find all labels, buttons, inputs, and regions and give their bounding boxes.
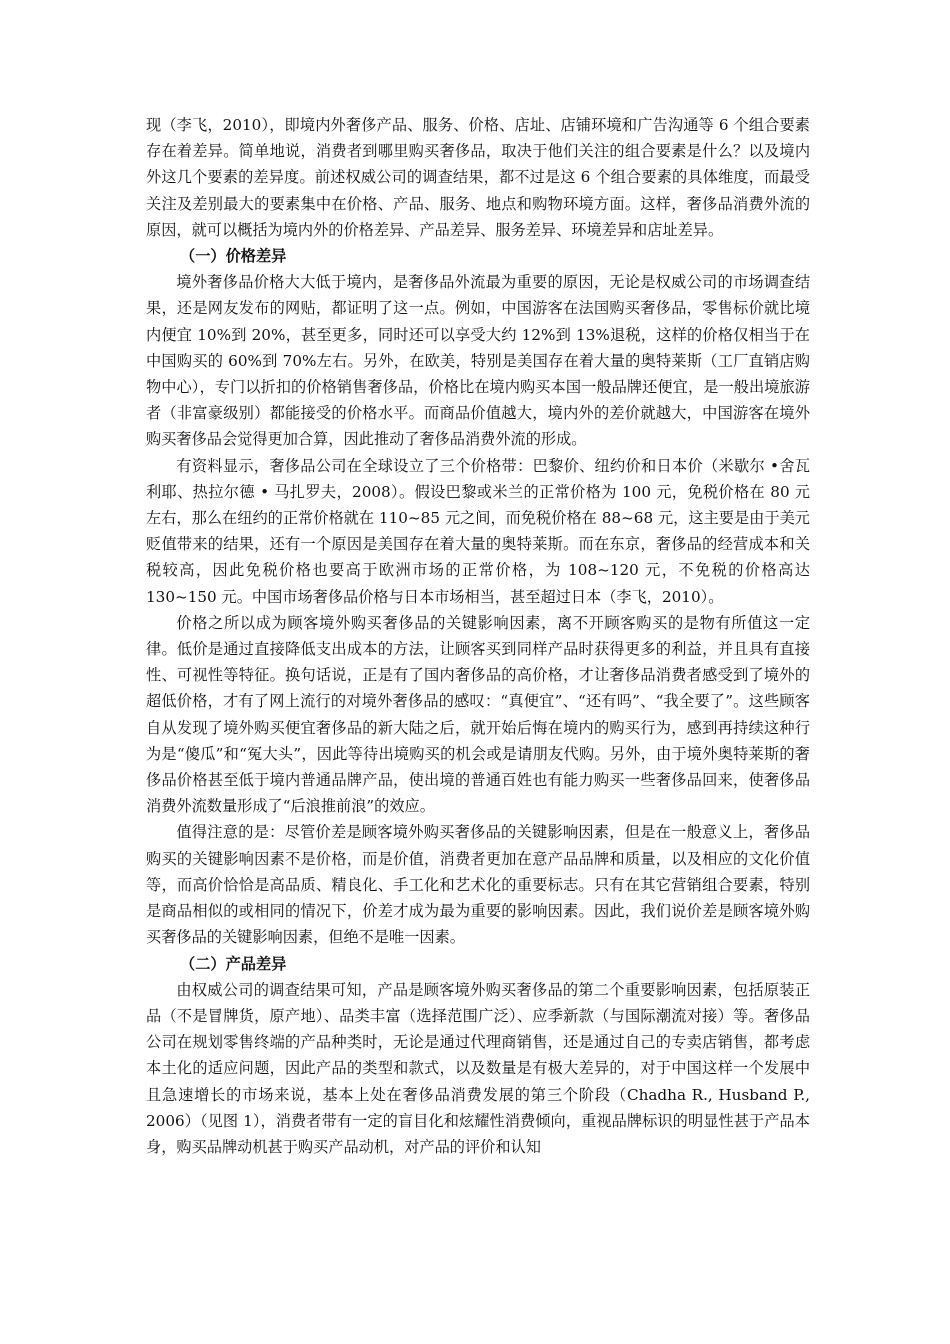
body-paragraph: 有资料显示，奢侈品公司在全球设立了三个价格带：巴黎价、纽约价和日本价（米歇尔 •舍瓦利耶、热拉尔德 • 马扎罗夫，2008）。假设巴黎或米兰的正常价格为 100 元，免税价格在 80 元左右，那么在纽约的正常价格就在 110~85 元之间，而免税价格在 88~68 元，这主要是由于美元贬值带来的结果，还有一个原因是美国存在着大量的奥特莱斯。而在东京，奢侈品的经营成本和关税较高，因此免税价格也要高于欧洲市场的正常价格，为 108~120 元，不免税的价格高达 130~150 元。中国市场奢侈品价格与日本市场相当，甚至超过日本（李飞，2010）。 [146,456,810,606]
section-heading-price: （一）价格差异 [180,247,287,266]
body-paragraph: 由权威公司的调查结果可知，产品是顾客境外购买奢侈品的第二个重要影响因素，包括原装正品（不是冒牌货，原产地）、品类丰富（选择范围广泛）、应季新款（与国际潮流对接）等。奢侈品公司在规划零售终端的产品种类时，无论是通过代理商销售，还是通过自己的专卖店销售，都考虑本土化的适应问题，因此产品的类型和款式，以及数量是有极大差异的，对于中国这样一个发展中且急速增长的市场来说，基本上处在奢侈品消费发展的第三个阶段（Chadha R., Husband P., 2006）（见图 1），消费者带有一定的盲目化和炫耀性消费倾向，重视品牌标识的明显性甚于产品本身，购买品牌动机甚于购买产品动机，对产品的评价和认知 [146,980,810,1156]
document-body [146,112,810,1160]
body-paragraph: 境外奢侈品价格大大低于境内，是奢侈品外流最为重要的原因，无论是权威公司的市场调查结果，还是网友发布的网贴，都证明了这一点。例如，中国游客在法国购买奢侈品，零售标价就比境内便宜 10%到 20%，甚至更多，同时还可以享受大约 12%到 13%退税，这样的价格仅相当于在中国购买的 60%到 70%左右。另外，在欧美，特别是美国存在着大量的奥特莱斯（工厂直销店购物中心），专门以折扣的价格销售奢侈品，价格比在境内购买本国一般品牌还便宜，是一般出境旅游者（非富豪级别）都能接受的价格水平。而商品价值越大，境内外的差价就越大，中国游客在境外购买奢侈品会觉得更加合算，因此推动了奢侈品消费外流的形成。 [146,273,810,449]
body-paragraph: 价格之所以成为顾客境外购买奢侈品的关键影响因素，离不开顾客购买的是物有所值这一定律。低价是通过直接降低支出成本的方法，让顾客买到同样产品时获得更多的利益，并且具有直接性、可视性等特征。换句话说，正是有了国内奢侈品的高价格，才让奢侈品消费者感受到了境外的超低价格，才有了网上流行的对境外奢侈品的感叹：“真便宜”、“还有吗”、“我全要了”。这些顾客自从发现了境外购买便宜奢侈品的新大陆之后，就开始后悔在境内的购买行为，感到再持续这种行为是“傻瓜”和“冤大头”，因此等待出境购买的机会或是请朋友代购。另外，由于境外奥特莱斯的奢侈品价格甚至低于境内普通品牌产品，使出境的普通百姓也有能力购买一些奢侈品回来，使奢侈品消费外流数量形成了“后浪推前浪”的效应。 [146,613,810,816]
body-paragraph: 值得注意的是：尽管价差是顾客境外购买奢侈品的关键影响因素，但是在一般意义上，奢侈品购买的关键影响因素不是价格，而是价值，消费者更加在意产品品牌和质量，以及相应的文化价值等，而高价恰恰是高品质、精良化、手工化和艺术化的重要标志。只有在其它营销组合要素，特别是商品相似的或相同的情况下，价差才成为最为重要的影响因素。因此，我们说价差是顾客境外购买奢侈品的关键影响因素，但绝不是唯一因素。 [146,823,810,947]
intro-paragraph: 现（李飞，2010），即境内外奢侈产品、服务、价格、店址、店铺环境和广告沟通等 6 个组合要素存在着差异。简单地说，消费者到哪里购买奢侈品，取决于他们关注的组合要素是什么？以及境内外这几个要素的差异度。前述权威公司的调查结果，都不过是这 6 个组合要素的具体维度，而最受关注及差别最大的要素集中在价格、产品、服务、地点和购物环境方面。这样，奢侈品消费外流的原因，就可以概括为境内外的价格差异、产品差异、服务差异、环境差异和店址差异。 [146,116,810,239]
section-heading-product: （二）产品差异 [180,954,287,973]
